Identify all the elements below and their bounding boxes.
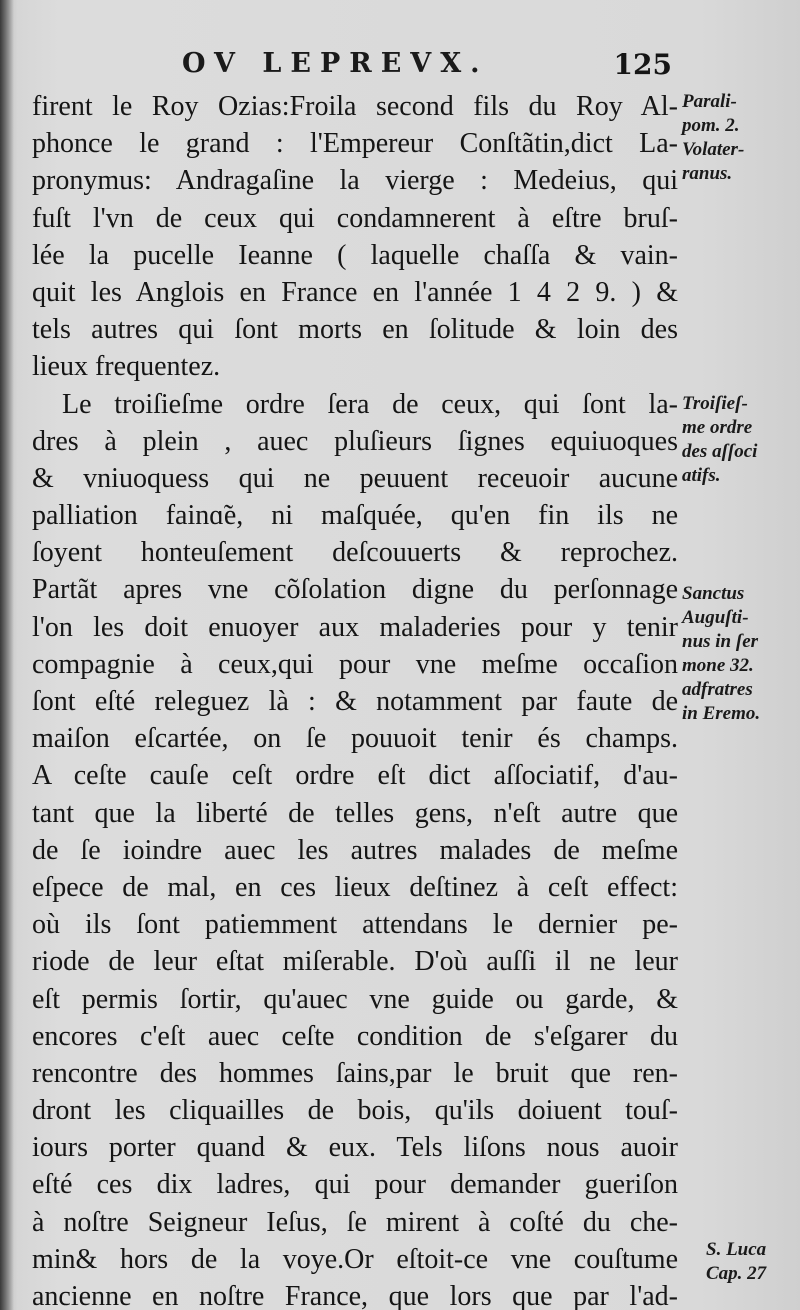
text-line: phonce le grand : l'Empereur Conſtãtin,dict La- (32, 128, 678, 160)
text-line: encores c'eſt auec ceſte condition de s'eſgarer du (32, 1020, 678, 1052)
text-line: palliation fainɑ̃e, ni maſquée, qu'en fin ils ne (32, 500, 678, 532)
marginal-note-line: adfratres (682, 679, 753, 700)
text-line: ancienne en noſtre France, que lors que par l'ad- (32, 1281, 678, 1310)
text-line: eſt permis ſortir, qu'auec vne guide ou garde, & (32, 983, 678, 1015)
text-line: eſté ces dix ladres, qui pour demander gueriſon (32, 1169, 678, 1201)
text-line: & vniuoquess qui ne peuuent receuoir aucune (32, 462, 678, 494)
text-line: ſont eſté releguez là : & notamment par faute de (32, 686, 678, 717)
marginal-note-line: me ordre (682, 417, 753, 438)
text-line: dres à plein , auec pluſieurs ſignes equiuoques (32, 425, 678, 457)
marginal-note-line: ranus. (682, 163, 733, 184)
marginal-note-line: mone 32. (682, 655, 754, 676)
text-line: riode de leur eſtat miſerable. D'où auſſi il ne leur (32, 946, 678, 978)
text-line: lieux frequentez. (32, 351, 221, 383)
text-line: rencontre des hommes ſains,par le bruit que ren- (32, 1057, 678, 1089)
text-line: dront les cliquailles de bois, qu'ils doiuent touſ- (32, 1095, 678, 1127)
marginal-note-line: Cap. 27 (706, 1263, 767, 1284)
text-line: eſpece de mal, en ces lieux deſtinez à ceſt effect: (32, 871, 678, 903)
text-line: Partãt apres vne cõſolation digne du perſonnage (32, 574, 678, 606)
marginal-note-line: Troiſieſ- (682, 393, 748, 414)
marginal-note-line: Volater- (682, 139, 745, 160)
text-line: ſoyent honteuſement deſcouuerts & reprochez. (32, 537, 678, 569)
text-line: de ſe ioindre auec les autres malades de meſme (32, 834, 678, 866)
text-line: fuſt l'vn de ceux qui condamnerent à eſtre bruſ- (32, 202, 678, 234)
running-head (172, 48, 672, 88)
page-number: 125 (613, 48, 672, 81)
text-line: où ils ſont patiemment attendans le dernier pe- (32, 909, 678, 941)
marginal-note-line: Sanctus (682, 583, 745, 604)
text-line: Le troiſieſme ordre ſera de ceux, qui ſont la- (62, 388, 678, 420)
text-line: firent le Roy Ozias:Froila second fils du Roy Al- (32, 91, 678, 122)
text-line: iours porter quand & eux. Tels liſons nous auoir (32, 1132, 678, 1164)
text-line: tels autres qui ſont morts en ſolitude & loin des (32, 314, 678, 346)
marginal-note-line: in Eremo. (682, 703, 761, 724)
marginal-note-augustine (682, 582, 796, 726)
text-line: lée la pucelle Ieanne ( laquelle chaſſa & vain- (32, 239, 678, 271)
marginal-note-line: atifs. (682, 465, 721, 486)
marginal-note-line: S. Luca (706, 1239, 767, 1260)
text-line: min& hors de la voye.Or eſtoit-ce vne couſtume (32, 1243, 678, 1275)
running-title: OV LEPREVX. (182, 48, 489, 79)
text-line: l'on les doit enuoyer aux maladeries pour y tenir (32, 611, 678, 643)
text-line: quit les Anglois en France en l'année 1 4 2 9. ) & (32, 276, 678, 308)
marginal-note-line: Parali- (682, 91, 737, 112)
marginal-note-line: nus in ſer (682, 631, 759, 652)
marginal-note-line: Auguſti- (682, 607, 749, 628)
marginal-note-line: des aſſoci (682, 441, 758, 462)
marginal-note-third-order (682, 392, 796, 488)
marginal-note-line: pom. 2. (682, 115, 740, 136)
text-line: à noſtre Seigneur Ieſus, ſe mirent à coſté du che- (32, 1206, 678, 1238)
text-line: pronymus: Andragaſine la vierge : Medeius, qui (32, 165, 678, 197)
text-line: compagnie à ceux,qui pour vne meſme occaſion (32, 648, 678, 680)
text-line: A ceſte cauſe ceſt ordre eſt dict aſſociatif, d'au- (32, 760, 678, 792)
text-line: maiſon eſcartée, on ſe pouuoit tenir és champs. (32, 723, 678, 755)
marginal-note-paralipomenon (682, 90, 796, 186)
binding-shadow (0, 0, 14, 1310)
marginal-note-luke (706, 1238, 800, 1286)
body-text (32, 88, 678, 1310)
text-line: tant que la liberté de telles gens, n'eſt autre que (32, 797, 678, 829)
